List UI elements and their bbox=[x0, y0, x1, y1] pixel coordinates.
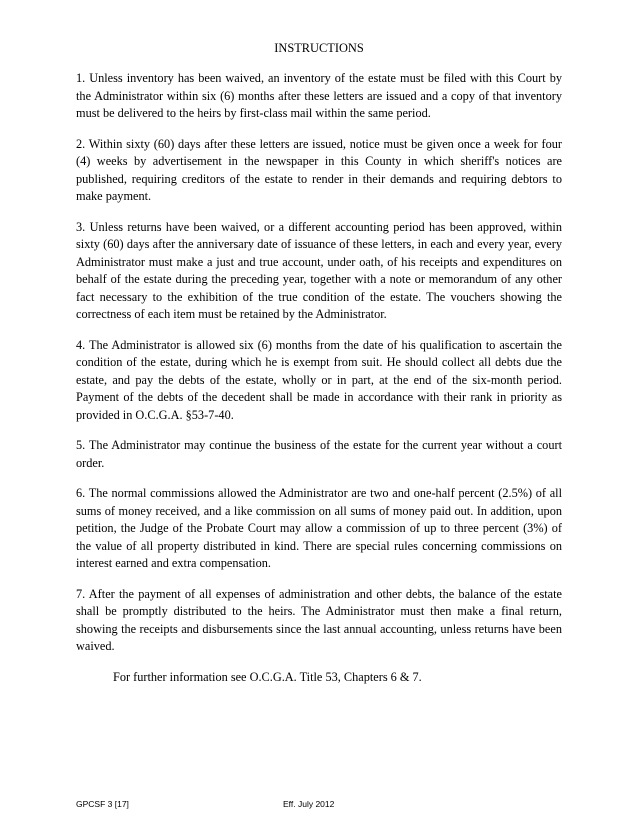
document-body bbox=[76, 70, 562, 686]
instruction-paragraph-2: 2. Within sixty (60) days after these letters are issued, notice must be given once a week for four (4) weeks by advertisement in the newspaper in this County in which sheriff's notices are published, requiring creditors of the estate to render in their demands and requiring debtors to make payment. bbox=[76, 136, 562, 203]
instruction-paragraph-1: 1. Unless inventory has been waived, an inventory of the estate must be filed with this Court by the Administrator within six (6) months after these letters are issued and a copy of that inventory must be delivered to the heirs by first-class mail within the same period. bbox=[76, 71, 562, 120]
instruction-paragraph-3: 3. Unless returns have been waived, or a different accounting period has been approved, within sixty (60) days after the anniversary date of issuance of these letters, in each and every year, every Administrator must make a just and true account, under oath, of his receipts and expenditures on behalf of the estate during the preceding year, together with a note or memorandum of any other fact necessary to the exhibition of the true condition of the estate. The vouchers showing the correctness of each item must be retained by the Administrator. bbox=[76, 219, 562, 321]
footer-effective-date: Eff. July 2012 bbox=[283, 799, 335, 809]
footer-form-id: GPCSF 3 [17] bbox=[76, 799, 129, 809]
document-title: INSTRUCTIONS bbox=[274, 41, 364, 55]
instruction-paragraph-7: 7. After the payment of all expenses of administration and other debts, the balance of the estate shall be promptly distributed to the heirs. The Administrator must then make a final return, showing the receipts and disbursements since the last annual accounting, unless returns have been waived. bbox=[76, 586, 562, 653]
instruction-paragraph-4: 4. The Administrator is allowed six (6) months from the date of his qualification to ascertain the condition of the estate, during which he is exempt from suit. He should collect all debts due the estate, and pay the debts of the estate, wholly or in part, at the end of the six-month period. Payment of the debts of the decedent shall be made in accordance with their rank in priority as provided in O.C.G.A. §53-7-40. bbox=[76, 337, 562, 422]
instruction-paragraph-5: 5. The Administrator may continue the business of the estate for the current year without a court order. bbox=[76, 438, 562, 470]
further-information-note: For further information see O.C.G.A. Title 53, Chapters 6 & 7. bbox=[113, 669, 422, 684]
instruction-paragraph-6: 6. The normal commissions allowed the Administrator are two and one-half percent (2.5%) of all sums of money received, and a like commission on all sums of money paid out. In addition, upon petition, the Judge of the Probate Court may allow a commission of up to three percent (3%) of the value of all property distributed in kind. There are special rules concerning commissions on interest earned and extra compensation. bbox=[76, 486, 562, 570]
